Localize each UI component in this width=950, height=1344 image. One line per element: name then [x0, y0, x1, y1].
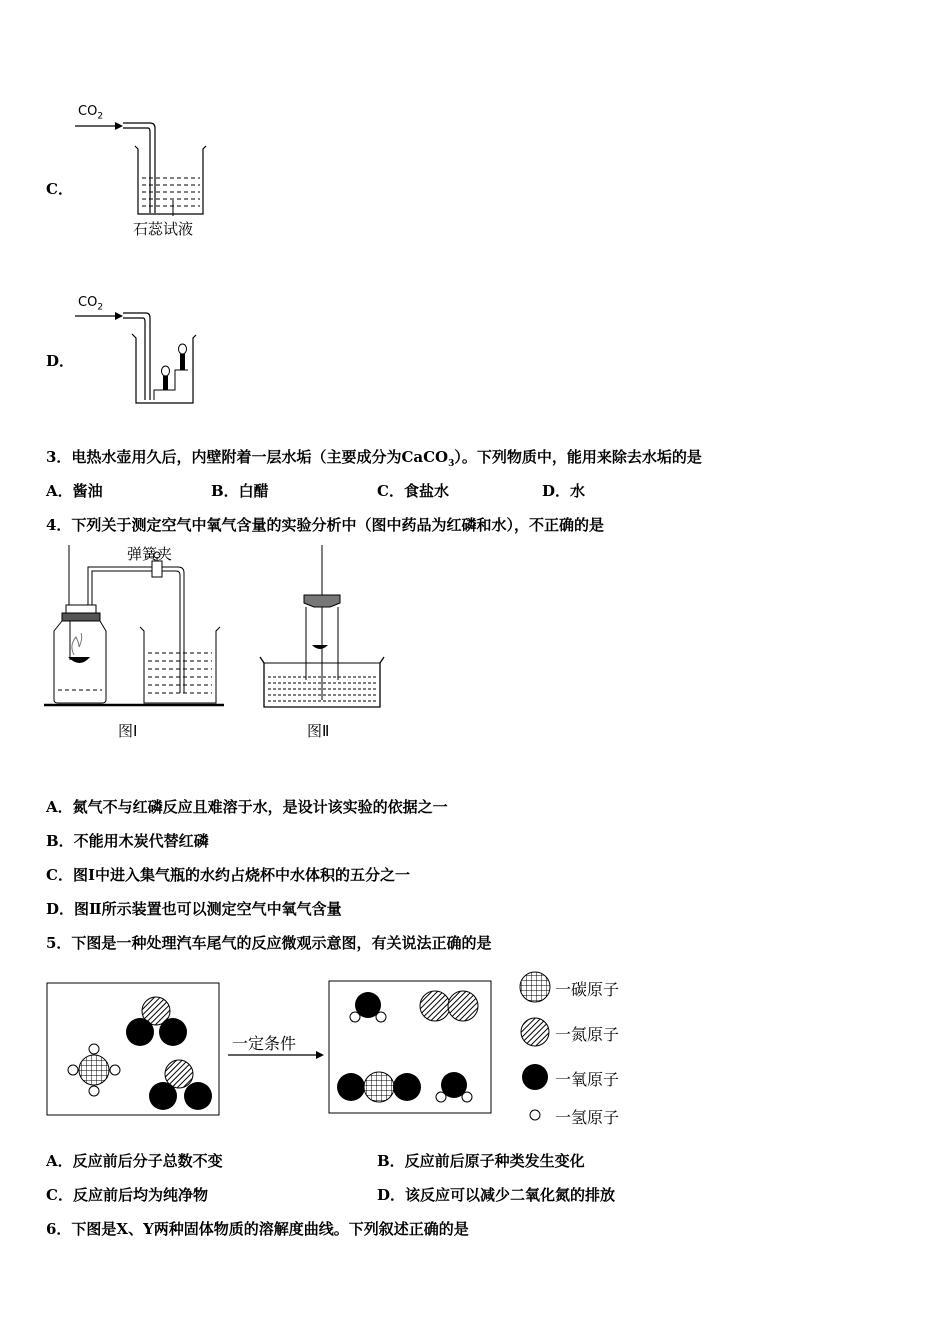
litmus-label: 石蕊试液 — [133, 220, 194, 238]
q4-option-c[interactable]: C．图Ⅰ中进入集气瓶的水约占烧杯中水体积的五分之一 — [46, 866, 410, 884]
fig2-caption: 图Ⅱ — [307, 722, 330, 740]
q4-stem: 4．下列关于测定空气中氧气含量的实验分析中（图中药品为红磷和水），不正确的是 — [46, 516, 604, 534]
arrow-label: 一定条件 — [232, 1034, 297, 1053]
fig1-apparatus — [44, 545, 234, 715]
q5-option-c[interactable]: C．反应前后均为纯净物 — [46, 1186, 208, 1204]
legend-hydrogen: 一氢原子 — [555, 1108, 620, 1127]
q4-option-d[interactable]: D．图Ⅱ所示装置也可以测定空气中氧气含量 — [46, 900, 342, 918]
q3-option-c[interactable]: C．食盐水 — [377, 482, 449, 500]
option-c-label: C． — [46, 180, 73, 198]
fig2-apparatus — [258, 545, 388, 715]
litmus-beaker-figure — [70, 118, 220, 223]
co2-label-c: $CO_2$ — [78, 104, 104, 122]
q5-option-b[interactable]: B．反应前后原子种类发生变化 — [377, 1152, 585, 1170]
candle-beaker-figure — [70, 308, 220, 408]
co2-label-d: $CO_2$ — [78, 295, 104, 313]
legend-nitrogen: 一氮原子 — [555, 1025, 620, 1044]
q4-option-a[interactable]: A．氮气不与红磷反应且难溶于水，是设计该实验的依据之一 — [46, 798, 448, 816]
legend-carbon: 一碳原子 — [555, 980, 620, 999]
fig1-caption: 图Ⅰ — [118, 722, 138, 740]
q5-stem: 5．下图是一种处理汽车尾气的反应微观示意图，有关说法正确的是 — [46, 934, 492, 952]
option-d-label: D． — [46, 352, 75, 370]
q6-stem: 6．下图是X、Y两种固体物质的溶解度曲线。下列叙述正确的是 — [46, 1220, 469, 1238]
q5-option-a[interactable]: A．反应前后分子总数不变 — [46, 1152, 223, 1170]
clip-label: 弹簧夹 — [127, 545, 173, 563]
q3-stem: 3．电热水壶用久后，内壁附着一层水垢（主要成分为CaCO$_3$）。下列物质中，能用来除去水垢的是 — [46, 448, 702, 469]
q3-option-a[interactable]: A．酱油 — [46, 482, 103, 500]
legend-oxygen: 一氧原子 — [555, 1070, 620, 1089]
q5-option-d[interactable]: D．该反应可以减少二氧化氮的排放 — [377, 1186, 616, 1204]
q4-option-b[interactable]: B．不能用木炭代替红磷 — [46, 832, 209, 850]
q3-option-d[interactable]: D．水 — [542, 482, 586, 500]
q3-option-b[interactable]: B．白醋 — [211, 482, 269, 500]
